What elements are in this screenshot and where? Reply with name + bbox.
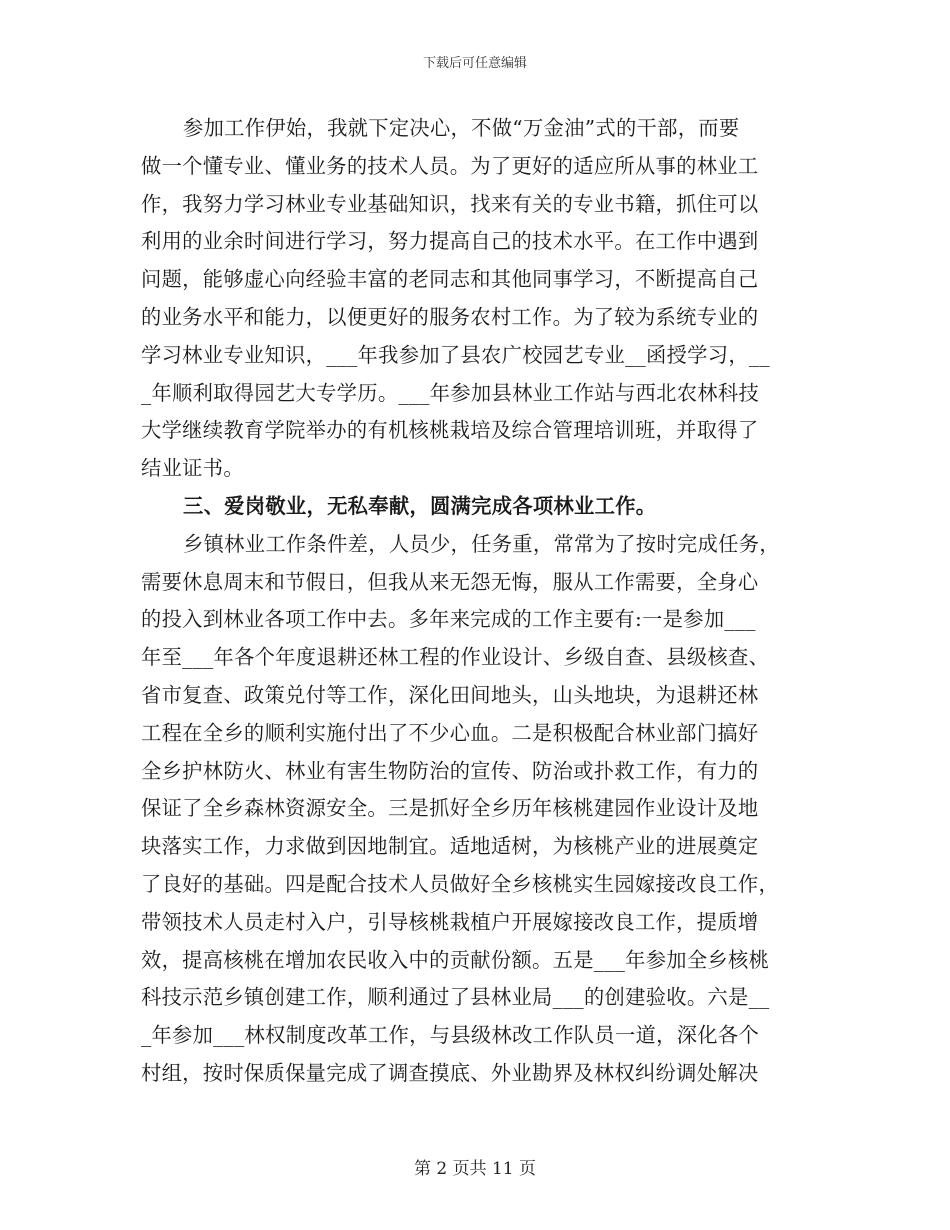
paragraph [141,110,803,488]
text-line: 村组，按时保质保量完成了调查摸底、外业勘界及林权纠纷调处解决 [141,1060,759,1085]
text-line: 利用的业余时间进行学习，努力提高自己的技术水平。在工作中遇到 [141,229,759,254]
text-line: 保证了全乡森林资源安全。三是抓好全乡历年核桃建园作业设计及地 [141,796,759,821]
paragraph [141,526,803,1093]
text-line: 科技示范乡镇创建工作，顺利通过了县林业局___的创建验收。六是__ [141,985,770,1010]
text-line: 参加工作伊始，我就下定决心，不做“万金油”式的干部，而要 [183,116,740,140]
text-line: 全乡护林防火、林业有害生物防治的宣传、防治或扑救工作，有力的 [141,758,759,783]
heading-line: 三、爱岗敬业，无私奉献，圆满完成各项林业工作。 [183,493,657,518]
text-line: 工程在全乡的顺利实施付出了不少心血。二是积极配合林业部门搞好 [141,720,759,745]
page-number: 第 2 页共 11 页 [413,1159,537,1179]
text-line: _年顺利取得园艺大专学历。___年参加县林业工作站与西北农林科技 [141,380,760,405]
page-header-note: 下载后可任意编辑 [422,56,527,71]
document-body [141,110,803,1093]
text-line: 带领技术人员走村入户，引导核桃栽植户开展嫁接改良工作，提质增 [141,909,759,934]
text-line: 效，提高核桃在增加农民收入中的贡献份额。五是___年参加全乡核桃 [141,947,770,972]
text-line: 块落实工作，力求做到因地制宜。适地适树，为核桃产业的进展奠定 [141,834,759,859]
text-line: 作，我努力学习林业专业基础知识，找来有关的专业书籍，抓住可以 [141,191,759,216]
text-line: 大学继续教育学院举办的有机核桃栽培及综合管理培训班，并取得了 [141,418,759,443]
text-line: 需要休息周末和节假日，但我从来无怨无悔，服从工作需要，全身心 [141,569,759,594]
text-line: 乡镇林业工作条件差，人员少，任务重，常常为了按时完成任务， [183,531,780,556]
section-heading [141,488,803,526]
text-line: 的投入到林业各项工作中去。多年来完成的工作主要有:一是参加___ [141,607,756,632]
text-line: 问题，能够虚心向经验丰富的老同志和其他同事学习，不断提高自己 [141,267,759,292]
text-line: 的业务水平和能力，以便更好的服务农村工作。为了较为系统专业的 [141,304,759,329]
text-line: 省市复查、政策兑付等工作，深化田间地头，山头地块，为退耕还林 [141,682,759,707]
text-line: 年至___年各个年度退耕还林工程的作业设计、乡级自查、县级核查、 [141,645,770,670]
text-line: 做一个懂专业、懂业务的技术人员。为了更好的适应所从事的林业工 [141,153,759,178]
text-line: 了良好的基础。四是配合技术人员做好全乡核桃实生园嫁接改良工作， [141,871,780,896]
text-line: 学习林业专业知识，___年我参加了县农广校园艺专业__函授学习，__ [141,342,770,367]
text-line: 结业证书。 [141,456,244,481]
text-line: _年参加___林权制度改革工作，与县级林改工作队员一道，深化各个 [141,1023,760,1048]
